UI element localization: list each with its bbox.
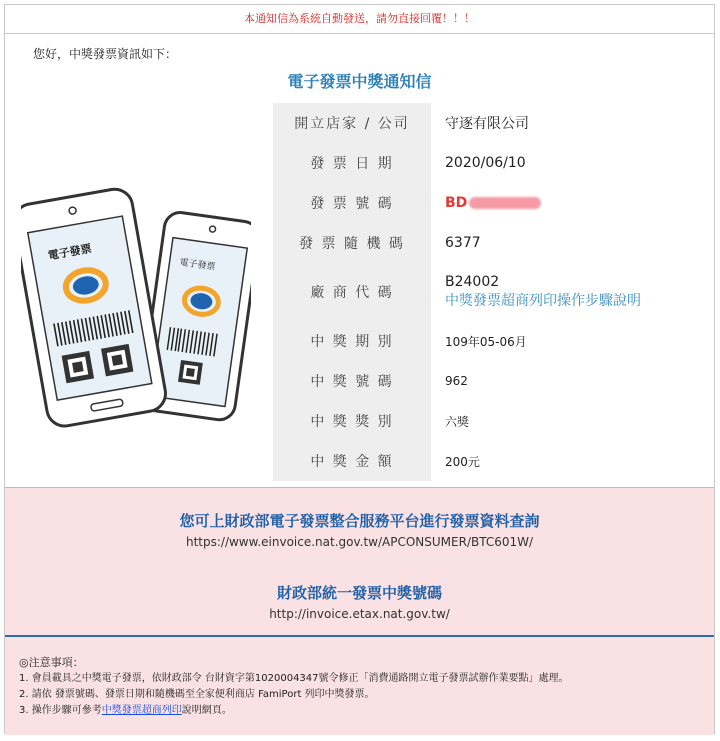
prize-amount-value: 200元 <box>445 454 480 469</box>
row-label: 發 票 日 期 <box>273 143 431 183</box>
phone-label-front: 電子發票 <box>46 242 93 263</box>
invoice-number-value: BD <box>445 195 468 211</box>
invoice-info-table <box>273 103 705 481</box>
notes-section <box>5 637 714 735</box>
auto-notice: 本通知信為系統自動發送，請勿直接回覆！！！ <box>5 5 714 34</box>
row-label: 廠 商 代 碼 <box>273 263 431 321</box>
table-row <box>273 263 705 321</box>
lottery-heading[interactable]: 財政部統一發票中獎號碼 <box>276 584 442 602</box>
links-panel <box>5 487 714 637</box>
platform-url[interactable]: https://www.einvoice.nat.gov.tw/APCONSUMER/BTC601W/ <box>185 535 534 549</box>
table-row <box>273 321 705 361</box>
prize-class-value: 六獎 <box>445 414 470 429</box>
email-frame <box>4 4 715 734</box>
row-label: 中 獎 號 碼 <box>273 361 431 401</box>
lottery-block <box>5 582 714 621</box>
platform-block <box>5 510 714 549</box>
row-label: 中 獎 金 額 <box>273 441 431 481</box>
row-label: 發 票 號 碼 <box>273 183 431 223</box>
store-value: 守逐有限公司 <box>445 116 529 132</box>
row-label: 中 獎 期 別 <box>273 321 431 361</box>
print-guide-link[interactable]: 中獎發票超商列印操作步驟說明 <box>445 293 641 309</box>
table-row <box>273 223 705 263</box>
table-row <box>273 361 705 401</box>
note-item-1: 1. 會員載具之中獎電子發票，依財政部令 台財資字第1020004347號令修正「消費通路開立電子發票試辦作業要點」處理。 <box>19 673 569 684</box>
table-row <box>273 401 705 441</box>
prize-period-value: 109年05-06月 <box>445 334 527 349</box>
front-phone <box>21 186 168 428</box>
redaction-blur <box>469 197 541 209</box>
notes-heading: ◎注意事項： <box>19 656 84 669</box>
vendor-code-value: B24002 <box>445 274 500 290</box>
phones-illustration <box>21 175 251 435</box>
random-code-value: 6377 <box>445 235 481 251</box>
greeting: 您好，中獎發票資訊如下： <box>33 47 178 61</box>
note-item-3-suffix: 說明網頁。 <box>181 705 232 716</box>
row-label: 開立店家 / 公司 <box>273 103 431 143</box>
print-guide-inline-link[interactable]: 中獎發票超商列印 <box>101 705 182 716</box>
table-row <box>273 441 705 481</box>
invoice-date-value: 2020/06/10 <box>445 155 526 171</box>
row-label: 發 票 隨 機 碼 <box>273 223 431 263</box>
platform-heading[interactable]: 您可上財政部電子發票整合服務平台進行發票資料查詢 <box>179 512 540 530</box>
note-item-3 <box>19 703 714 719</box>
note-item-2: 2. 請依 發票號碼、發票日期和隨機碼至全家便利商店 FamiPort 列印中獎發票。 <box>19 689 375 700</box>
table-row <box>273 183 705 223</box>
phone-label-back: 電子發票 <box>178 257 216 273</box>
table-row <box>273 103 705 143</box>
page-title: 電子發票中獎通知信 <box>287 72 432 91</box>
row-label: 中 獎 獎 別 <box>273 401 431 441</box>
note-item-3-prefix: 3. 操作步驟可參考 <box>19 705 102 716</box>
prize-number-value: 962 <box>445 374 468 388</box>
table-row <box>273 143 705 183</box>
lottery-url[interactable]: http://invoice.etax.nat.gov.tw/ <box>269 607 450 621</box>
